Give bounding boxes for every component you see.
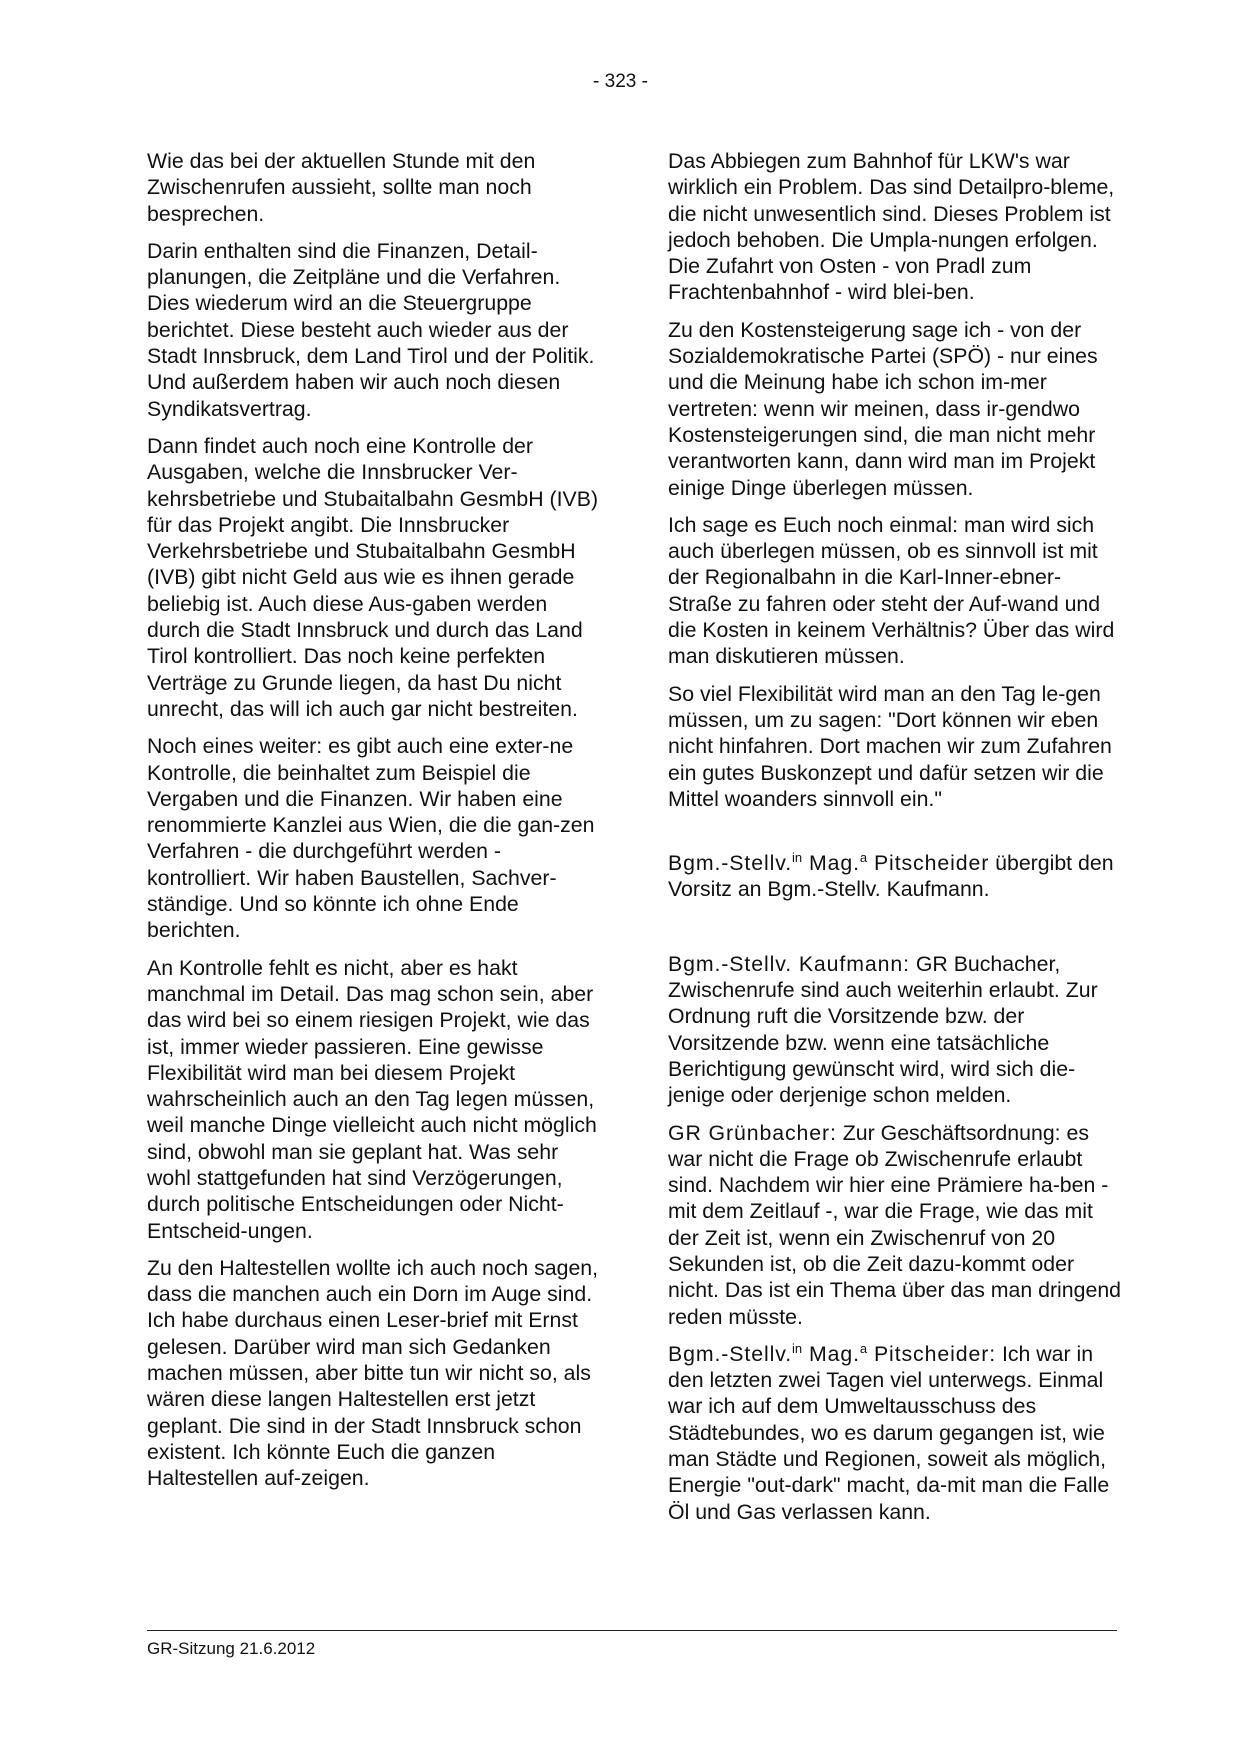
footer-session-date: GR-Sitzung 21.6.2012 [147,1639,316,1658]
paragraph: Noch eines weiter: es gibt auch eine exter-ne Kontrolle, die beinhaltet zum Beispiel die Vergaben und die Finanzen. Wir haben eine renommierte Kanzlei aus Wien, die die gan-zen Verfahren - die durchgeführt werden - kontrolliert. Wir haben Baustellen, Sachver-ständige. Und so könnte ich ohne Ende berichten. [147,734,595,943]
chair-handover-note [668,850,1123,903]
speaker-name: Bgm.-Stellv. Kaufmann: [668,951,910,976]
paragraph: Zu den Haltestellen wollte ich auch noch sagen, dass die manchen auch ein Dorn im Auge sind. Ich habe durchaus einen Leser-brief mit Ernst gelesen. Darüber wird man sich Gedanken machen müssen, aber bitte tun wir nicht so, als wären diese langen Haltestellen erst jetzt geplant. Die sind in der Stadt Innsbruck schon existent. Ich könnte Euch die ganzen Haltestellen auf-zeigen. [147,1255,599,1491]
paragraph: Darin enthalten sind die Finanzen, Detail-planungen, die Zeitpläne und die Verfahren. Dies wiederum wird an die Steuergruppe berichtet. Diese besteht auch wieder aus der Stadt Innsbruck, dem Land Tirol und der Politik. Und außerdem haben wir auch noch diesen Syndikatsvertrag. [147,238,595,421]
speech-kaufmann [668,951,1123,1109]
statement-text: Ich war in den letzten zwei Tagen viel unterwegs. Einmal war ich auf dem Umweltausschuss des Städtebundes, wo es darum gegangen ist, wie man Städte und Regionen, soweit als möglich, Energie "out-dark" macht, da-mit man die Falle Öl und Gas verlassen kann. [668,1341,1110,1524]
statement-text: GR Buchacher, Zwischenrufe sind auch weiterhin erlaubt. Zur Ordnung ruft die Vorsitzende bzw. der Vorsitzende bzw. wenn eine tatsächliche Berichtigung gewünscht wird, wird sich die-jenige oder derjenige schon melden. [668,951,1098,1108]
paragraph: Zu den Kostensteigerung sage ich - von der Sozialdemokratische Partei (SPÖ) - nur eines und die Meinung habe ich schon im-mer vertreten: wenn wir meinen, dass ir-gendwo Kostensteigerungen sind, die man nicht mehr verantworten kann, dann wird man im Projekt einige Dinge überlegen müssen. [668,317,1098,500]
statement-text: Zur Geschäftsordnung: es war nicht die Frage ob Zwischenrufe erlaubt sind. Nachdem wir hier eine Prämiere ha-ben - mit dem Zeitlauf -, war die Frage, wie das mit der Zeit ist, wenn ein Zwischenruf von 20 Sekunden ist, ob die Zeit dazu-kommt oder nicht. Das ist ein Thema über das man dringend reden müsste. [668,1120,1122,1329]
paragraph: Ich sage es Euch noch einmal: man wird sich auch überlegen müssen, ob es sinnvoll ist mit der Regionalbahn in die Karl-Inner-ebner-Straße zu fahren oder steht der Auf-wand und die Kosten in keinem Verhältnis? Über das wird man diskutieren müssen. [668,512,1115,669]
page-number: - 323 - [593,71,648,92]
speech-pitscheider [668,1341,1123,1525]
paragraph: Dann findet auch noch eine Kontrolle der Ausgaben, welche die Innsbrucker Ver-kehrsbetriebe und Stubaitalbahn GesmbH (IVB) für das Projekt angibt. Die Innsbrucker Verkehrsbetriebe und Stubaitalbahn GesmbH (IVB) gibt nicht Geld aus wie es ihnen gerade beliebig ist. Auch diese Aus-gaben werden durch die Stadt Innsbruck und durch das Land Tirol kontrolliert. Das noch keine perfekten Verträge zu Grunde liegen, da hast Du nicht unrecht, das will ich auch gar nicht bestreiten. [147,433,599,721]
paragraph: An Kontrolle fehlt es nicht, aber es hakt manchmal im Detail. Das mag schon sein, aber das wird bei so einem riesigen Projekt, wie das ist, immer wieder passieren. Eine gewisse Flexibilität wird man bei diesem Projekt wahrscheinlich auch an den Tag legen müssen, weil manche Dinge vielleicht auch nicht möglich sind, obwohl man sie geplant hat. Was sehr wohl stattgefunden hat sind Verzögerungen, durch politische Entscheidungen oder Nicht-Entscheid-ungen. [147,955,597,1243]
speaker-name: Bgm.-Stellv.$^{in}$ Mag.$^a$ Pitscheider [668,850,990,876]
paragraph: So viel Flexibilität wird man an den Tag le-gen müssen, um zu sagen: "Dort können wir eben nicht hinfahren. Dort machen wir zum Zufahren ein gutes Buskonzept und dafür setzen wir die Mittel woanders sinnvoll ein." [668,681,1112,811]
speaker-name: GR Grünbacher: [668,1120,837,1145]
paragraph: Wie das bei der aktuellen Stunde mit den Zwischenrufen aussieht, sollte man noch besprechen. [147,149,536,226]
paragraph: Das Abbiegen zum Bahnhof für LKW's war wirklich ein Problem. Das sind Detailpro-bleme, die nicht unwesentlich sind. Dieses Problem ist jedoch behoben. Die Umpla-nungen erfolgen. Die Zufahrt von Osten - von Pradl zum Frachtenbahnhof - wird blei-ben. [668,149,1115,305]
speaker-name: Bgm.-Stellv.$^{in}$ Mag.$^a$ Pitscheider: [668,1340,997,1366]
right-column [668,148,1123,1536]
statement-text: übergibt den Vorsitz an Bgm.-Stellv. Kaufmann. [668,851,1114,902]
left-column [147,148,602,1503]
footer-divider [147,1630,1117,1631]
speech-gruenbacher [668,1120,1123,1330]
